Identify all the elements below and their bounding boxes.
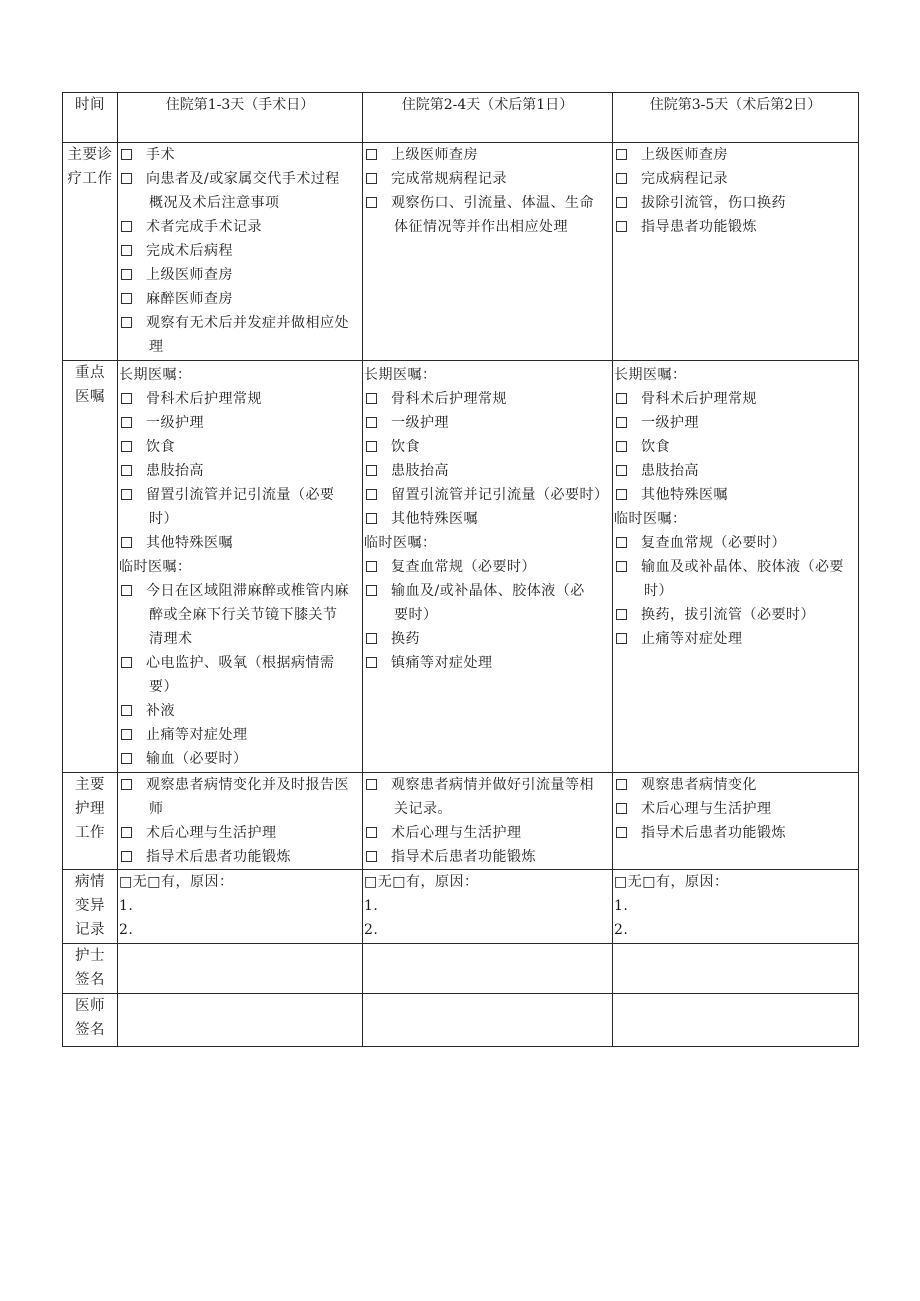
key-orders-cell-day-2-4	[363, 361, 613, 773]
checklist-item-text: 术后心理与生活护理	[146, 825, 277, 841]
checkbox[interactable]	[616, 633, 627, 644]
checklist-item	[613, 531, 858, 555]
row-label-line: 医师	[75, 998, 105, 1014]
checkbox[interactable]	[366, 513, 377, 524]
checkbox[interactable]	[366, 417, 377, 428]
checklist-item-text: 观察患者病情并做好引流量等相	[391, 777, 594, 793]
checkbox[interactable]	[616, 803, 627, 814]
row-label-line: 病情	[75, 874, 105, 890]
checklist-item	[363, 387, 612, 411]
checkbox[interactable]	[121, 537, 132, 548]
checkbox[interactable]	[121, 851, 132, 862]
variance-record-line: 1.	[119, 898, 134, 914]
checklist-item-text: 一级护理	[641, 415, 699, 431]
checkbox[interactable]	[121, 585, 132, 596]
row-label-line: 护理	[75, 801, 105, 817]
variance-record-line: □无□有，原因：	[364, 874, 479, 890]
checkbox[interactable]	[121, 705, 132, 716]
main-treatment-cell-day-2-4	[363, 143, 613, 361]
checklist-item-text: 上级医师查房	[391, 147, 478, 163]
checklist-item-text: 醉或全麻下行关节镜下膝关节	[149, 607, 338, 623]
checklist-item	[613, 627, 858, 651]
checklist-item-text: 饮食	[641, 439, 670, 455]
checklist-item-text: 麻醉医师查房	[146, 291, 233, 307]
checklist-item-text: 复查血常规（必要时）	[641, 535, 786, 551]
checklist-item-text: 手术	[146, 147, 175, 163]
variance-record-line: 1.	[364, 898, 379, 914]
checkbox[interactable]	[616, 441, 627, 452]
header-row	[63, 93, 859, 143]
checkbox[interactable]	[616, 149, 627, 160]
checkbox[interactable]	[366, 657, 377, 668]
row-label-line: 护士	[75, 948, 105, 964]
row-label-main-nursing	[63, 773, 118, 870]
row-label-variance-record	[63, 870, 118, 944]
row-label-key-orders	[63, 361, 118, 773]
checklist-item-text: 饮食	[391, 439, 420, 455]
checklist-item	[613, 387, 858, 411]
checklist-item-text: 骨科术后护理常规	[146, 391, 262, 407]
checkbox[interactable]	[121, 245, 132, 256]
checkbox[interactable]	[366, 561, 377, 572]
variance-record-cell-day-3-5[interactable]	[613, 870, 859, 944]
row-label-line: 签名	[75, 1022, 105, 1038]
checklist-item-text: 留置引流管并记引流量（必要时）	[391, 487, 609, 503]
checklist-item-text: 术者完成手术记录	[146, 219, 262, 235]
checkbox[interactable]	[121, 173, 132, 184]
checkbox[interactable]	[121, 489, 132, 500]
checklist-item-text: 观察伤口、引流量、体温、生命	[391, 195, 594, 211]
checklist-item-text: 术后心理与生活护理	[641, 801, 772, 817]
checklist-item-text: 其他特殊医嘱	[146, 535, 233, 551]
row-label-line: 重点	[75, 365, 105, 381]
row-label-nurse-signature	[63, 944, 118, 994]
row-label-main-treatment	[63, 143, 118, 361]
time-header-label: 时间	[63, 93, 118, 143]
row-physician-signature	[63, 994, 859, 1047]
checkbox[interactable]	[366, 149, 377, 160]
nurse-signature-field-day-1-3[interactable]	[118, 944, 363, 994]
checklist-item	[118, 651, 362, 699]
checklist-item-text: 其他特殊医嘱	[641, 487, 728, 503]
checkbox[interactable]	[121, 657, 132, 668]
checklist-item	[118, 483, 362, 531]
checklist-item-text: 观察患者病情变化并及时报告医	[146, 777, 349, 793]
checklist-item	[363, 167, 612, 191]
checklist-item	[613, 143, 858, 167]
checklist-item	[613, 603, 858, 627]
checklist-item-text: 骨科术后护理常规	[641, 391, 757, 407]
physician-signature-field-day-2-4[interactable]	[363, 994, 613, 1047]
variance-record-line: □无□有，原因：	[119, 874, 234, 890]
order-group-heading: 长期医嘱：	[614, 367, 687, 383]
checklist-item	[118, 821, 362, 845]
checklist-item	[613, 483, 858, 507]
key-orders-cell-day-3-5	[613, 361, 859, 773]
checklist-item	[363, 651, 612, 675]
row-label-line: 疗工作	[67, 171, 113, 187]
checklist-item-text: 时）	[149, 511, 178, 527]
checkbox[interactable]	[366, 441, 377, 452]
checkbox[interactable]	[121, 779, 132, 790]
variance-record-cell-day-2-4[interactable]	[363, 870, 613, 944]
checklist-item	[118, 845, 362, 869]
checklist-item-text: 一级护理	[391, 415, 449, 431]
checklist-item-text: 骨科术后护理常规	[391, 391, 507, 407]
checklist-item-text: 指导患者功能锻炼	[641, 219, 757, 235]
checklist-item-text: 关记录。	[394, 801, 452, 817]
checkbox[interactable]	[366, 197, 377, 208]
checklist-item	[363, 411, 612, 435]
checklist-item-text: 指导术后患者功能锻炼	[146, 849, 291, 865]
row-variance-record	[63, 870, 859, 944]
checklist-item-text: 完成术后病程	[146, 243, 233, 259]
checklist-item	[363, 555, 612, 579]
checklist-item-text: 换药	[391, 631, 420, 647]
row-main-nursing	[63, 773, 859, 870]
checklist-item	[118, 263, 362, 287]
checklist-item	[118, 287, 362, 311]
checklist-item	[363, 507, 612, 531]
checklist-item-text: 向患者及/或家属交代手术过程	[146, 171, 340, 187]
checkbox[interactable]	[616, 827, 627, 838]
main-nursing-cell-day-3-5	[613, 773, 859, 870]
order-group-heading: 临时医嘱：	[614, 511, 687, 527]
checklist-item-text: 输血（必要时）	[146, 751, 248, 767]
checkbox[interactable]	[616, 197, 627, 208]
checklist-item-text: 饮食	[146, 439, 175, 455]
checklist-item	[118, 773, 362, 821]
variance-record-line: 2.	[614, 922, 629, 938]
checklist-item-text: 上级医师查房	[146, 267, 233, 283]
row-label-line: 主要	[75, 777, 105, 793]
main-nursing-cell-day-1-3	[118, 773, 363, 870]
variance-record-cell-day-1-3[interactable]	[118, 870, 363, 944]
checkbox[interactable]	[366, 585, 377, 596]
checklist-item-text: 师	[149, 801, 164, 817]
checklist-item	[613, 167, 858, 191]
checklist-item-text: 其他特殊医嘱	[391, 511, 478, 527]
checklist-item	[363, 459, 612, 483]
checklist-item	[118, 579, 362, 651]
checkbox[interactable]	[616, 489, 627, 500]
checklist-item	[118, 311, 362, 359]
row-main-treatment	[63, 143, 859, 361]
checklist-item	[613, 555, 858, 603]
checklist-item	[118, 723, 362, 747]
column-header-day-1-3: 住院第1-3天（手术日）	[118, 93, 363, 143]
checklist-item	[613, 821, 858, 845]
checkbox[interactable]	[366, 779, 377, 790]
checkbox[interactable]	[121, 149, 132, 160]
nurse-signature-field-day-2-4[interactable]	[363, 944, 613, 994]
order-group-heading: 长期医嘱：	[364, 367, 437, 383]
checklist-item-text: 心电监护、吸氧（根据病情需	[146, 655, 335, 671]
nurse-signature-field-day-3-5[interactable]	[613, 944, 859, 994]
checklist-item	[613, 191, 858, 215]
checkbox[interactable]	[366, 393, 377, 404]
checkbox[interactable]	[121, 417, 132, 428]
checklist-item-text: 上级医师查房	[641, 147, 728, 163]
key-orders-cell-day-1-3	[118, 361, 363, 773]
checklist-item-text: 一级护理	[146, 415, 204, 431]
checklist-item-text: 患肢抬高	[641, 463, 699, 479]
checkbox[interactable]	[616, 417, 627, 428]
checklist-item-text: 完成病程记录	[641, 171, 728, 187]
checklist-item	[363, 579, 612, 627]
checkbox[interactable]	[366, 851, 377, 862]
checklist-item-text: 清理术	[149, 631, 193, 647]
row-label-line: 医嘱	[75, 389, 105, 405]
checklist-item-text: 止痛等对症处理	[146, 727, 248, 743]
checklist-item	[118, 411, 362, 435]
physician-signature-field-day-3-5[interactable]	[613, 994, 859, 1047]
checkbox[interactable]	[366, 827, 377, 838]
checkbox[interactable]	[121, 729, 132, 740]
checklist-item-text: 补液	[146, 703, 175, 719]
column-header-day-3-5: 住院第3-5天（术后第2日）	[613, 93, 859, 143]
variance-record-line: 1.	[614, 898, 629, 914]
checklist-item-text: 指导术后患者功能锻炼	[641, 825, 786, 841]
checklist-item	[613, 435, 858, 459]
row-nurse-signature	[63, 944, 859, 994]
checkbox[interactable]	[366, 489, 377, 500]
checklist-item	[363, 773, 612, 821]
row-key-orders	[63, 361, 859, 773]
checkbox[interactable]	[616, 393, 627, 404]
checkbox[interactable]	[616, 221, 627, 232]
checkbox[interactable]	[121, 393, 132, 404]
checkbox[interactable]	[121, 827, 132, 838]
variance-record-line: □无□有，原因：	[614, 874, 729, 890]
checklist-item	[118, 435, 362, 459]
row-label-line: 变异	[75, 898, 105, 914]
checklist-item-text: 要时）	[394, 607, 438, 623]
main-nursing-cell-day-2-4	[363, 773, 613, 870]
checklist-item	[118, 167, 362, 215]
main-treatment-cell-day-3-5	[613, 143, 859, 361]
checklist-item-text: 观察有无术后并发症并做相应处	[146, 315, 349, 331]
checklist-item	[613, 215, 858, 239]
checklist-item-text: 观察患者病情变化	[641, 777, 757, 793]
checkbox[interactable]	[121, 753, 132, 764]
checklist-item	[613, 459, 858, 483]
checklist-item	[118, 239, 362, 263]
checklist-item	[363, 191, 612, 239]
order-group-heading: 临时医嘱：	[119, 559, 192, 575]
checkbox[interactable]	[121, 293, 132, 304]
checkbox[interactable]	[616, 609, 627, 620]
checklist-item-text: 理	[149, 339, 164, 355]
checkbox[interactable]	[366, 465, 377, 476]
variance-record-line: 2.	[119, 922, 134, 938]
checklist-item	[613, 797, 858, 821]
checklist-item	[363, 627, 612, 651]
checkbox[interactable]	[121, 441, 132, 452]
checklist-item	[613, 411, 858, 435]
checklist-item-text: 完成常规病程记录	[391, 171, 507, 187]
checkbox[interactable]	[616, 537, 627, 548]
checklist-item-text: 复查血常规（必要时）	[391, 559, 536, 575]
checklist-item-text: 术后心理与生活护理	[391, 825, 522, 841]
checklist-item-text: 概况及术后注意事项	[149, 195, 280, 211]
checklist-item-text: 止痛等对症处理	[641, 631, 743, 647]
checklist-item-text: 镇痛等对症处理	[391, 655, 493, 671]
checklist-item	[118, 531, 362, 555]
checklist-item-text: 时）	[644, 583, 673, 599]
checklist-item-text: 患肢抬高	[391, 463, 449, 479]
checklist-item	[118, 143, 362, 167]
checklist-item-text: 换药，拔引流管（必要时）	[641, 607, 815, 623]
checklist-item-text: 要）	[149, 679, 178, 695]
checkbox[interactable]	[366, 633, 377, 644]
checklist-item-text: 患肢抬高	[146, 463, 204, 479]
checklist-item	[118, 747, 362, 771]
order-group-heading: 长期医嘱：	[119, 367, 192, 383]
row-label-line: 主要诊	[67, 147, 113, 163]
checklist-item	[363, 845, 612, 869]
checkbox[interactable]	[616, 465, 627, 476]
checkbox[interactable]	[121, 317, 132, 328]
row-label-line: 签名	[75, 972, 105, 988]
checkbox[interactable]	[366, 173, 377, 184]
checklist-item-text: 输血及或补晶体、胶体液（必要	[641, 559, 844, 575]
checklist-item-text: 今日在区域阻滞麻醉或椎管内麻	[146, 583, 349, 599]
checklist-item	[118, 699, 362, 723]
main-treatment-cell-day-1-3	[118, 143, 363, 361]
checklist-item	[363, 483, 612, 507]
checkbox[interactable]	[616, 561, 627, 572]
checklist-item-text: 体征情况等并作出相应处理	[394, 219, 568, 235]
checklist-item	[118, 459, 362, 483]
checklist-item	[118, 215, 362, 239]
checklist-item-text: 留置引流管并记引流量（必要	[146, 487, 335, 503]
checklist-item	[363, 435, 612, 459]
checklist-item	[118, 387, 362, 411]
checklist-item-text: 输血及/或补晶体、胶体液（必	[391, 583, 585, 599]
checkbox[interactable]	[121, 221, 132, 232]
checkbox[interactable]	[616, 173, 627, 184]
row-label-physician-signature	[63, 994, 118, 1047]
clinical-pathway-table	[62, 92, 859, 1047]
checklist-item-text: 拔除引流管，伤口换药	[641, 195, 786, 211]
row-label-line: 记录	[75, 922, 105, 938]
checklist-item-text: 指导术后患者功能锻炼	[391, 849, 536, 865]
physician-signature-field-day-1-3[interactable]	[118, 994, 363, 1047]
checkbox[interactable]	[616, 779, 627, 790]
variance-record-line: 2.	[364, 922, 379, 938]
checklist-item	[363, 821, 612, 845]
checkbox[interactable]	[121, 465, 132, 476]
row-label-line: 工作	[75, 825, 105, 841]
checklist-item	[363, 143, 612, 167]
checklist-item	[613, 773, 858, 797]
order-group-heading: 临时医嘱：	[364, 535, 437, 551]
checkbox[interactable]	[121, 269, 132, 280]
column-header-day-2-4: 住院第2-4天（术后第1日）	[363, 93, 613, 143]
